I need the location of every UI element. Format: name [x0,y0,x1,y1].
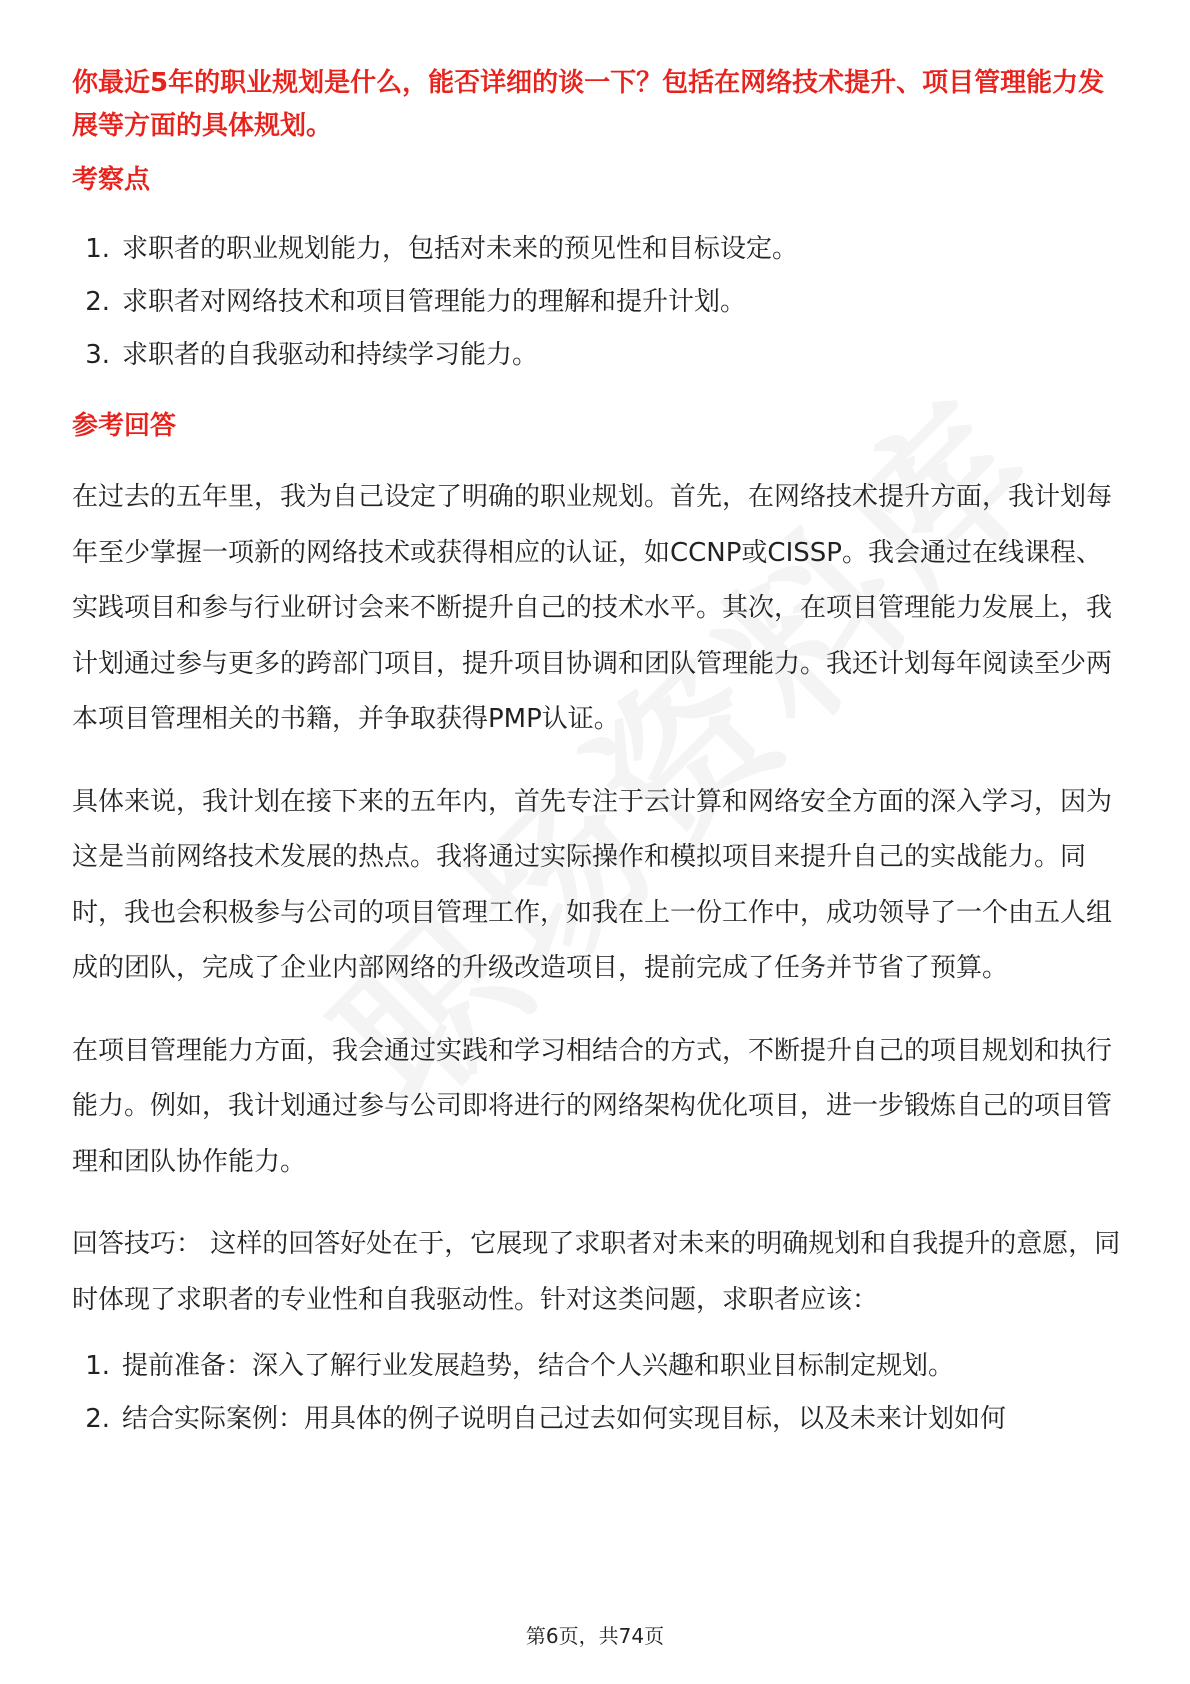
list-text: 提前准备：深入了解行业发展趋势，结合个人兴趣和职业目标制定规划。 [122,1351,955,1381]
list-text: 结合实际案例：用具体的例子说明自己过去如何实现目标，以及未来计划如何 [122,1404,1007,1434]
tips-paragraph: 回答技巧： 这样的回答好处在于，它展现了求职者对未来的明确规划和自我提升的意愿，同时体现了求职者的专业性和自我驱动性。针对这类问题，求职者应该： [72,1229,1121,1315]
list-number: 2. [85,1404,110,1434]
list-item [72,1348,1127,1384]
answer-paragraph: 在项目管理能力方面，我会通过实践和学习相结合的方式，不断提升自己的项目规划和执行能力。例如，我计划通过参与公司即将进行的网络架构优化项目，进一步锻炼自己的项目管理和团队协作能力。 [72,1035,1113,1177]
list-number: 3. [85,340,110,370]
list-number: 1. [85,234,110,264]
list-number: 1. [85,1351,110,1381]
list-item [72,284,1127,320]
section-title-examine: 考察点 [72,165,151,195]
examine-points-list [72,231,1127,373]
answer-paragraph: 在过去的五年里，我为自己设定了明确的职业规划。首先，在网络技术提升方面，我计划每年至少掌握一项新的网络技术或获得相应的认证，如CCNP或CISSP。我会通过在线课程、实践项目和参与行业研讨会来不断提升自己的技术水平。其次，在项目管理能力发展上，我计划通过参与更多的跨部门项目，提升项目协调和团队管理能力。我还计划每年阅读至少两本项目管理相关的书籍，并争取获得PMP认证。 [72,482,1113,734]
section-title-answer: 参考回答 [72,411,177,441]
tips-list [72,1348,1127,1437]
list-item [72,1401,1127,1437]
list-number: 2. [85,287,110,317]
page-footer: 第6页，共74页 [525,1624,665,1648]
answer-paragraph: 具体来说，我计划在接下来的五年内，首先专注于云计算和网络安全方面的深入学习，因为这是当前网络技术发展的热点。我将通过实际操作和模拟项目来提升自己的实战能力。同时，我也会积极参与公司的项目管理工作，如我在上一份工作中，成功领导了一个由五人组成的团队，完成了企业内部网络的升级改造项目，提前完成了任务并节省了预算。 [72,786,1113,983]
list-text: 求职者的职业规划能力，包括对未来的预见性和目标设定。 [122,234,799,264]
list-item [72,337,1127,373]
question-heading: 你最近5年的职业规划是什么，能否详细的谈一下？包括在网络技术提升、项目管理能力发展等方面的具体规划。 [72,68,1105,141]
list-text: 求职者对网络技术和项目管理能力的理解和提升计划。 [122,287,747,317]
list-text: 求职者的自我驱动和持续学习能力。 [122,340,539,370]
list-item [72,231,1127,267]
document-page [72,62,1127,1437]
